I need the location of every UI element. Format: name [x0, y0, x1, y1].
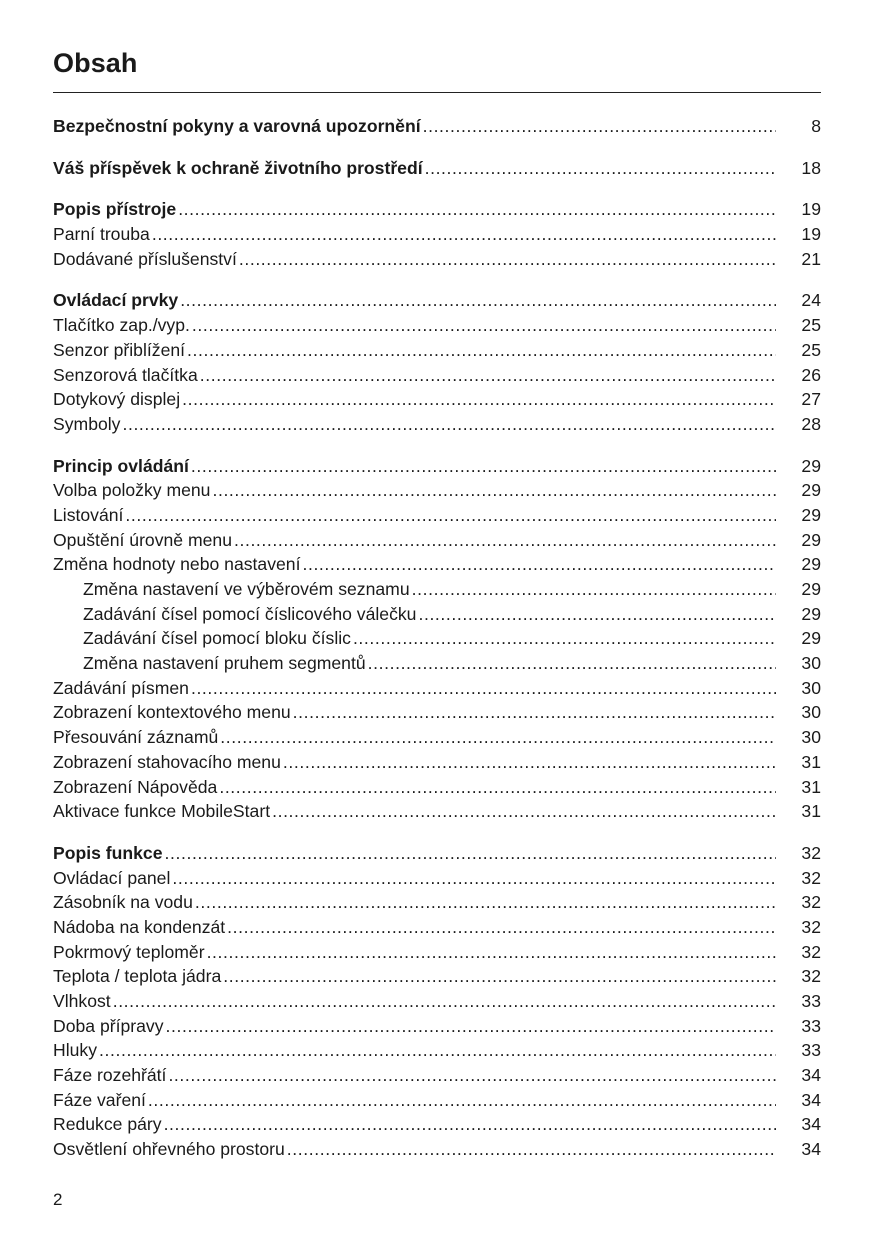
toc-entry-page: 32	[801, 867, 821, 888]
dot-leader	[187, 338, 776, 363]
toc-entry-page: 31	[801, 801, 821, 822]
toc-entry-label: Redukce páry	[53, 1114, 162, 1135]
dot-leader	[180, 288, 776, 313]
toc-section	[53, 454, 821, 824]
dot-leader	[172, 866, 776, 891]
toc-entry[interactable]	[53, 1088, 821, 1113]
toc-entry-page: 24	[801, 290, 821, 311]
toc-entry-label: Dotykový displej	[53, 389, 181, 410]
toc-entry-label: Fáze vaření	[53, 1089, 146, 1110]
toc-entry-page: 30	[801, 677, 821, 698]
toc-entry-label: Doba přípravy	[53, 1015, 164, 1036]
toc-entry-page: 34	[801, 1139, 821, 1160]
toc-entry-page: 29	[801, 554, 821, 575]
toc-entry-page: 29	[801, 529, 821, 550]
toc-entry[interactable]	[53, 725, 821, 750]
toc-heading-entry[interactable]	[53, 156, 821, 181]
dot-leader	[192, 313, 776, 338]
toc-entry[interactable]	[53, 478, 821, 503]
dot-leader	[223, 964, 776, 989]
toc-entry-page: 25	[801, 339, 821, 360]
toc-entry[interactable]	[53, 1137, 821, 1162]
dot-leader	[423, 114, 776, 139]
toc-entry-label: Ovládací prvky	[53, 290, 179, 311]
toc-entry-page: 32	[801, 842, 821, 863]
dot-leader	[195, 890, 776, 915]
dot-leader	[219, 775, 776, 800]
toc-entry[interactable]	[53, 676, 821, 701]
toc-entry[interactable]	[53, 503, 821, 528]
toc-entry-page: 33	[801, 1040, 821, 1061]
toc-entry-label: Zobrazení Nápověda	[53, 776, 218, 797]
toc-entry-page: 29	[801, 628, 821, 649]
toc-entry-label: Vlhkost	[53, 991, 111, 1011]
toc-section	[53, 288, 821, 436]
toc-entry-page: 31	[801, 776, 821, 797]
toc-entry-label: Přesouvání záznamů	[53, 727, 219, 748]
toc-entry-page: 34	[801, 1065, 821, 1086]
toc-entry-label: Parní trouba	[53, 224, 150, 245]
toc-entry-page: 29	[801, 579, 821, 599]
toc-entry-page: 30	[801, 702, 821, 723]
dot-leader	[191, 676, 776, 701]
toc-entry-label: Pokrmový teploměr	[53, 941, 205, 962]
title-divider	[53, 92, 821, 93]
toc-entry-page: 8	[811, 116, 821, 136]
dot-leader	[200, 363, 776, 388]
toc-subentry[interactable]	[53, 577, 821, 602]
toc-entry-page: 19	[801, 224, 821, 245]
toc-entry-page: 29	[801, 603, 821, 624]
toc-entry-page: 34	[801, 1089, 821, 1110]
toc-entry-page: 26	[801, 364, 821, 385]
dot-leader	[125, 503, 776, 528]
toc-entry-label: Aktivace funkce MobileStart	[53, 801, 271, 822]
dot-leader	[412, 577, 776, 602]
toc-entry-label: Senzor přiblížení	[53, 339, 186, 360]
toc-entry[interactable]	[53, 313, 821, 338]
toc-subentry[interactable]	[53, 651, 821, 676]
page-title: Obsah	[53, 48, 138, 78]
dot-leader	[272, 799, 776, 824]
toc-entry[interactable]	[53, 1014, 821, 1039]
toc-entry-page: 19	[801, 199, 821, 220]
dot-leader	[99, 1038, 776, 1063]
toc-entry[interactable]	[53, 940, 821, 965]
dot-leader	[191, 454, 776, 479]
toc-entry[interactable]	[53, 412, 821, 437]
toc-entry-label: Symboly	[53, 413, 121, 434]
toc-entry-page: 29	[801, 480, 821, 501]
toc-entry[interactable]	[53, 700, 821, 725]
dot-leader	[368, 651, 776, 676]
toc-entry-label: Změna nastavení pruhem segmentů	[83, 653, 366, 674]
toc-entry-label: Popis přístroje	[53, 199, 177, 220]
toc-entry-label: Teplota / teplota jádra	[53, 966, 222, 987]
dot-leader	[122, 412, 776, 437]
toc-entry-page: 18	[801, 157, 821, 178]
toc-entry[interactable]	[53, 247, 821, 272]
toc-entry-label: Princip ovládání	[53, 455, 189, 476]
dot-leader	[165, 841, 777, 866]
toc-entry-label: Ovládací panel	[53, 867, 171, 888]
toc-section	[53, 841, 821, 1162]
toc-entry[interactable]	[53, 363, 821, 388]
toc-entry-page: 31	[801, 751, 821, 772]
toc-entry-label: Váš příspěvek k ochraně životního prostředí	[53, 157, 423, 178]
toc-entry-label: Zadávání čísel pomocí číslicového válečku	[83, 603, 417, 624]
toc-entry-page: 29	[801, 504, 821, 525]
toc-entry-label: Dodávané příslušenství	[53, 248, 237, 269]
toc-entry-page: 34	[801, 1114, 821, 1135]
dot-leader	[166, 1014, 776, 1039]
dot-leader	[207, 940, 776, 965]
toc-entry-page: 32	[801, 966, 821, 987]
toc-entry-page: 32	[801, 941, 821, 962]
toc-entry[interactable]	[53, 1112, 821, 1137]
dot-leader	[293, 700, 776, 725]
toc-entry-label: Hluky	[53, 1040, 97, 1061]
dot-leader	[425, 156, 776, 181]
dot-leader	[152, 222, 776, 247]
toc-entry-page: 33	[801, 1015, 821, 1036]
dot-leader	[164, 1112, 776, 1137]
toc-entry[interactable]	[53, 222, 821, 247]
toc-entry-label: Zobrazení stahovacího menu	[53, 751, 281, 772]
toc-entry[interactable]	[53, 528, 821, 553]
toc-entry-label: Listování	[53, 504, 124, 525]
dot-leader	[283, 750, 776, 775]
toc-entry-page: 32	[801, 892, 821, 913]
toc-entry-page: 32	[801, 916, 821, 937]
toc-entry-label: Fáze rozehřátí	[53, 1065, 167, 1086]
table-of-contents	[53, 114, 821, 1179]
dot-leader	[148, 1088, 776, 1113]
toc-entry-label: Zadávání čísel pomocí bloku číslic	[83, 628, 351, 649]
dot-leader	[212, 478, 776, 503]
toc-heading-entry[interactable]	[53, 288, 821, 313]
toc-entry-label: Zadávání písmen	[53, 677, 189, 698]
dot-leader	[302, 552, 776, 577]
toc-entry-label: Senzorová tlačítka	[53, 364, 198, 385]
toc-entry[interactable]	[53, 1063, 821, 1088]
toc-entry-label: Zásobník na vodu	[53, 892, 193, 913]
toc-entry[interactable]	[53, 387, 821, 412]
toc-subentry[interactable]	[53, 626, 821, 651]
dot-leader	[227, 915, 776, 940]
toc-entry-page: 30	[801, 653, 821, 674]
dot-leader	[182, 387, 776, 412]
toc-entry[interactable]	[53, 890, 821, 915]
toc-entry[interactable]	[53, 866, 821, 891]
toc-subentry[interactable]	[53, 602, 821, 627]
toc-entry-label: Nádoba na kondenzát	[53, 916, 226, 937]
toc-section	[53, 197, 821, 271]
toc-entry[interactable]	[53, 799, 821, 824]
toc-entry-label: Osvětlení ohřevného prostoru	[53, 1139, 285, 1160]
toc-entry[interactable]	[53, 552, 821, 577]
dot-leader	[234, 528, 776, 553]
dot-leader	[418, 602, 776, 627]
toc-entry-label: Tlačítko zap./vyp.	[53, 315, 190, 336]
toc-entry-label: Opuštění úrovně menu	[53, 529, 232, 550]
toc-entry-page: 30	[801, 727, 821, 748]
toc-entry[interactable]	[53, 964, 821, 989]
toc-entry-label: Bezpečnostní pokyny a varovná upozornění	[53, 116, 421, 136]
toc-entry-label: Změna hodnoty nebo nastavení	[53, 554, 301, 575]
toc-entry[interactable]	[53, 989, 821, 1014]
toc-entry-label: Popis funkce	[53, 842, 163, 863]
toc-entry-page: 25	[801, 315, 821, 336]
dot-leader	[287, 1137, 776, 1162]
toc-heading-entry[interactable]	[53, 841, 821, 866]
toc-entry-label: Zobrazení kontextového menu	[53, 702, 291, 723]
toc-section	[53, 156, 821, 181]
toc-entry[interactable]	[53, 915, 821, 940]
toc-entry[interactable]	[53, 338, 821, 363]
dot-leader	[220, 725, 776, 750]
dot-leader	[353, 626, 776, 651]
toc-entry-page: 28	[801, 413, 821, 434]
toc-entry-label: Změna nastavení ve výběrovém seznamu	[83, 579, 410, 599]
toc-entry[interactable]	[53, 1038, 821, 1063]
toc-heading-entry[interactable]	[53, 114, 821, 139]
toc-section	[53, 114, 821, 139]
toc-entry-page: 33	[801, 991, 821, 1011]
dot-leader	[239, 247, 776, 272]
toc-entry[interactable]	[53, 775, 821, 800]
page-number: 2	[53, 1190, 63, 1209]
toc-entry-page: 29	[801, 455, 821, 476]
toc-entry[interactable]	[53, 750, 821, 775]
toc-heading-entry[interactable]	[53, 197, 821, 222]
dot-leader	[168, 1063, 776, 1088]
toc-heading-entry[interactable]	[53, 454, 821, 479]
toc-entry-page: 21	[801, 248, 821, 269]
dot-leader	[178, 197, 776, 222]
toc-entry-label: Volba položky menu	[53, 480, 211, 501]
toc-entry-page: 27	[801, 389, 821, 410]
dot-leader	[113, 989, 776, 1014]
